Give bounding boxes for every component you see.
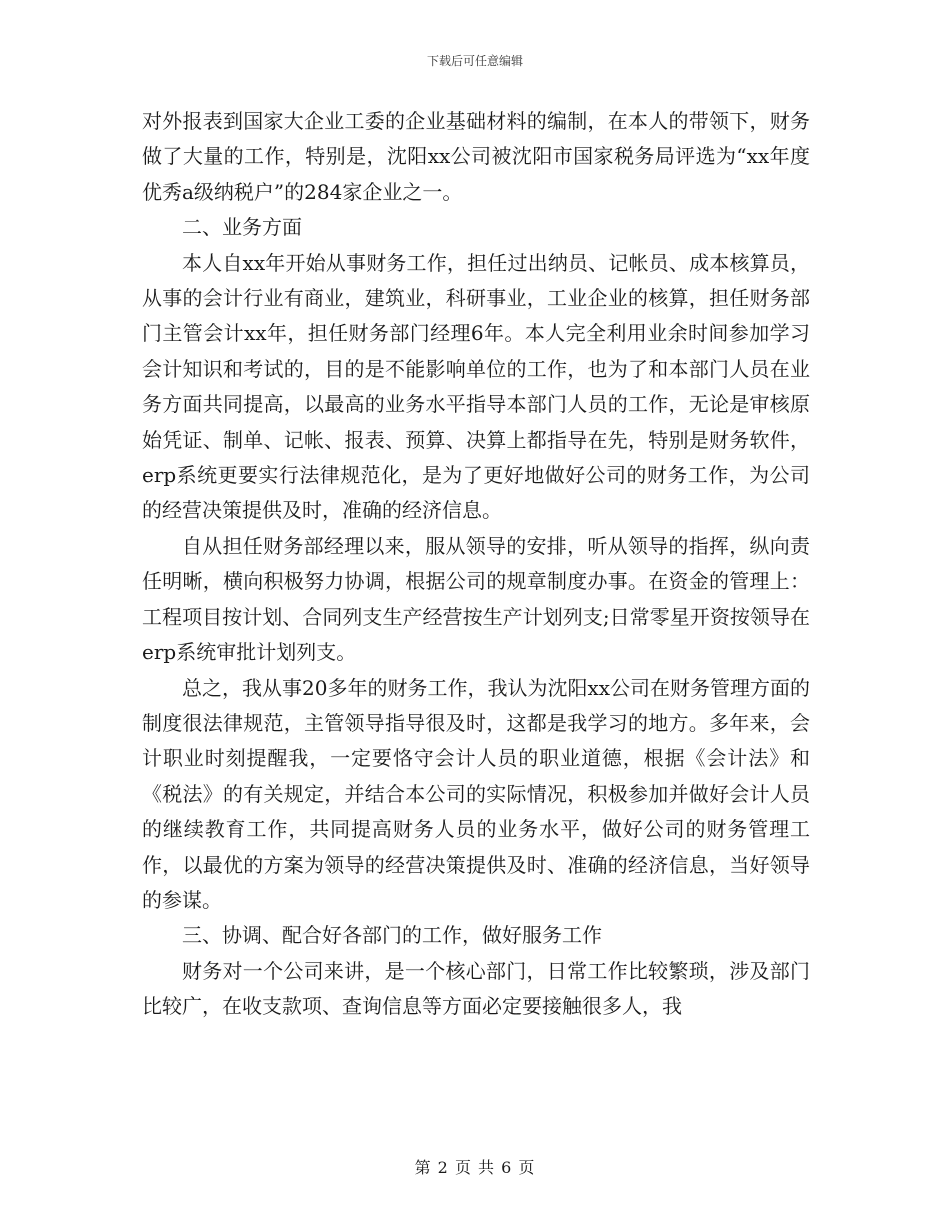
paragraph-continuation: 对外报表到国家大企业工委的企业基础材料的编制，在本人的带领下，财务做了大量的工作，特别是，沈阳xx公司被沈阳市国家税务局评选为“xx年度优秀a级纳税户”的284家企业之一。 — [142, 109, 810, 204]
paragraph-summary: 总之，我从事20多年的财务工作，我认为沈阳xx公司在财务管理方面的制度很法律规范，主管领导指导很及时，这都是我学习的地方。多年来，会计职业时刻提醒我，一定要恪守会计人员的职业道德，根据《会计法》和《税法》的有关规定，并结合本公司的实际情况，积极参加并做好会计人员的继续教育工作，共同提高财务人员的业务水平，做好公司的财务管理工作，以最优的方案为领导的经营决策提供及时、准确的经济信息，当好领导的参谋。 — [142, 675, 811, 912]
paragraph-experience: 本人自xx年开始从事财务工作，担任过出纳员、记帐员、成本核算员，从事的会计行业有商业，建筑业，科研事业，工业企业的核算，担任财务部门主管会计xx年，担任财务部门经理6年。本人完全利用业余时间参加学习会计知识和考试的，目的是不能影响单位的工作，也为了和本部门人员在业务方面共同提高，以最高的业务水平指导本部门人员的工作，无论是审核原始凭证、制单、记帐、报表、预算、决算上都指导在先，特别是财务软件，erp系统更要实行法律规范化，是为了更好地做好公司的财务工作，为公司的经营决策提供及时，准确的经济信息。 — [142, 250, 810, 523]
section-heading-coordination: 三、协调、配合好各部门的工作，做好服务工作 — [182, 923, 602, 948]
paragraph-manager-duties: 自从担任财务部经理以来，服从领导的安排，听从领导的指挥，纵向责任明晰，横向积极努力协调，根据公司的规章制度办事。在资金的管理上：工程项目按计划、合同列支生产经营按生产计划列支;日常零星开资按领导在erp系统审批计划列支。 — [142, 533, 810, 665]
page-header: 下载后可任意编辑 — [426, 54, 523, 68]
page-number: 第 2 页 共 6 页 — [414, 1158, 536, 1177]
document-body — [142, 104, 810, 1025]
section-heading-business: 二、业务方面 — [182, 215, 302, 240]
paragraph-coordination: 财务对一个公司来讲，是一个核心部门，日常工作比较繁琐，涉及部门比较广，在收支款项、查询信息等方面必定要接触很多人，我 — [142, 958, 810, 1019]
